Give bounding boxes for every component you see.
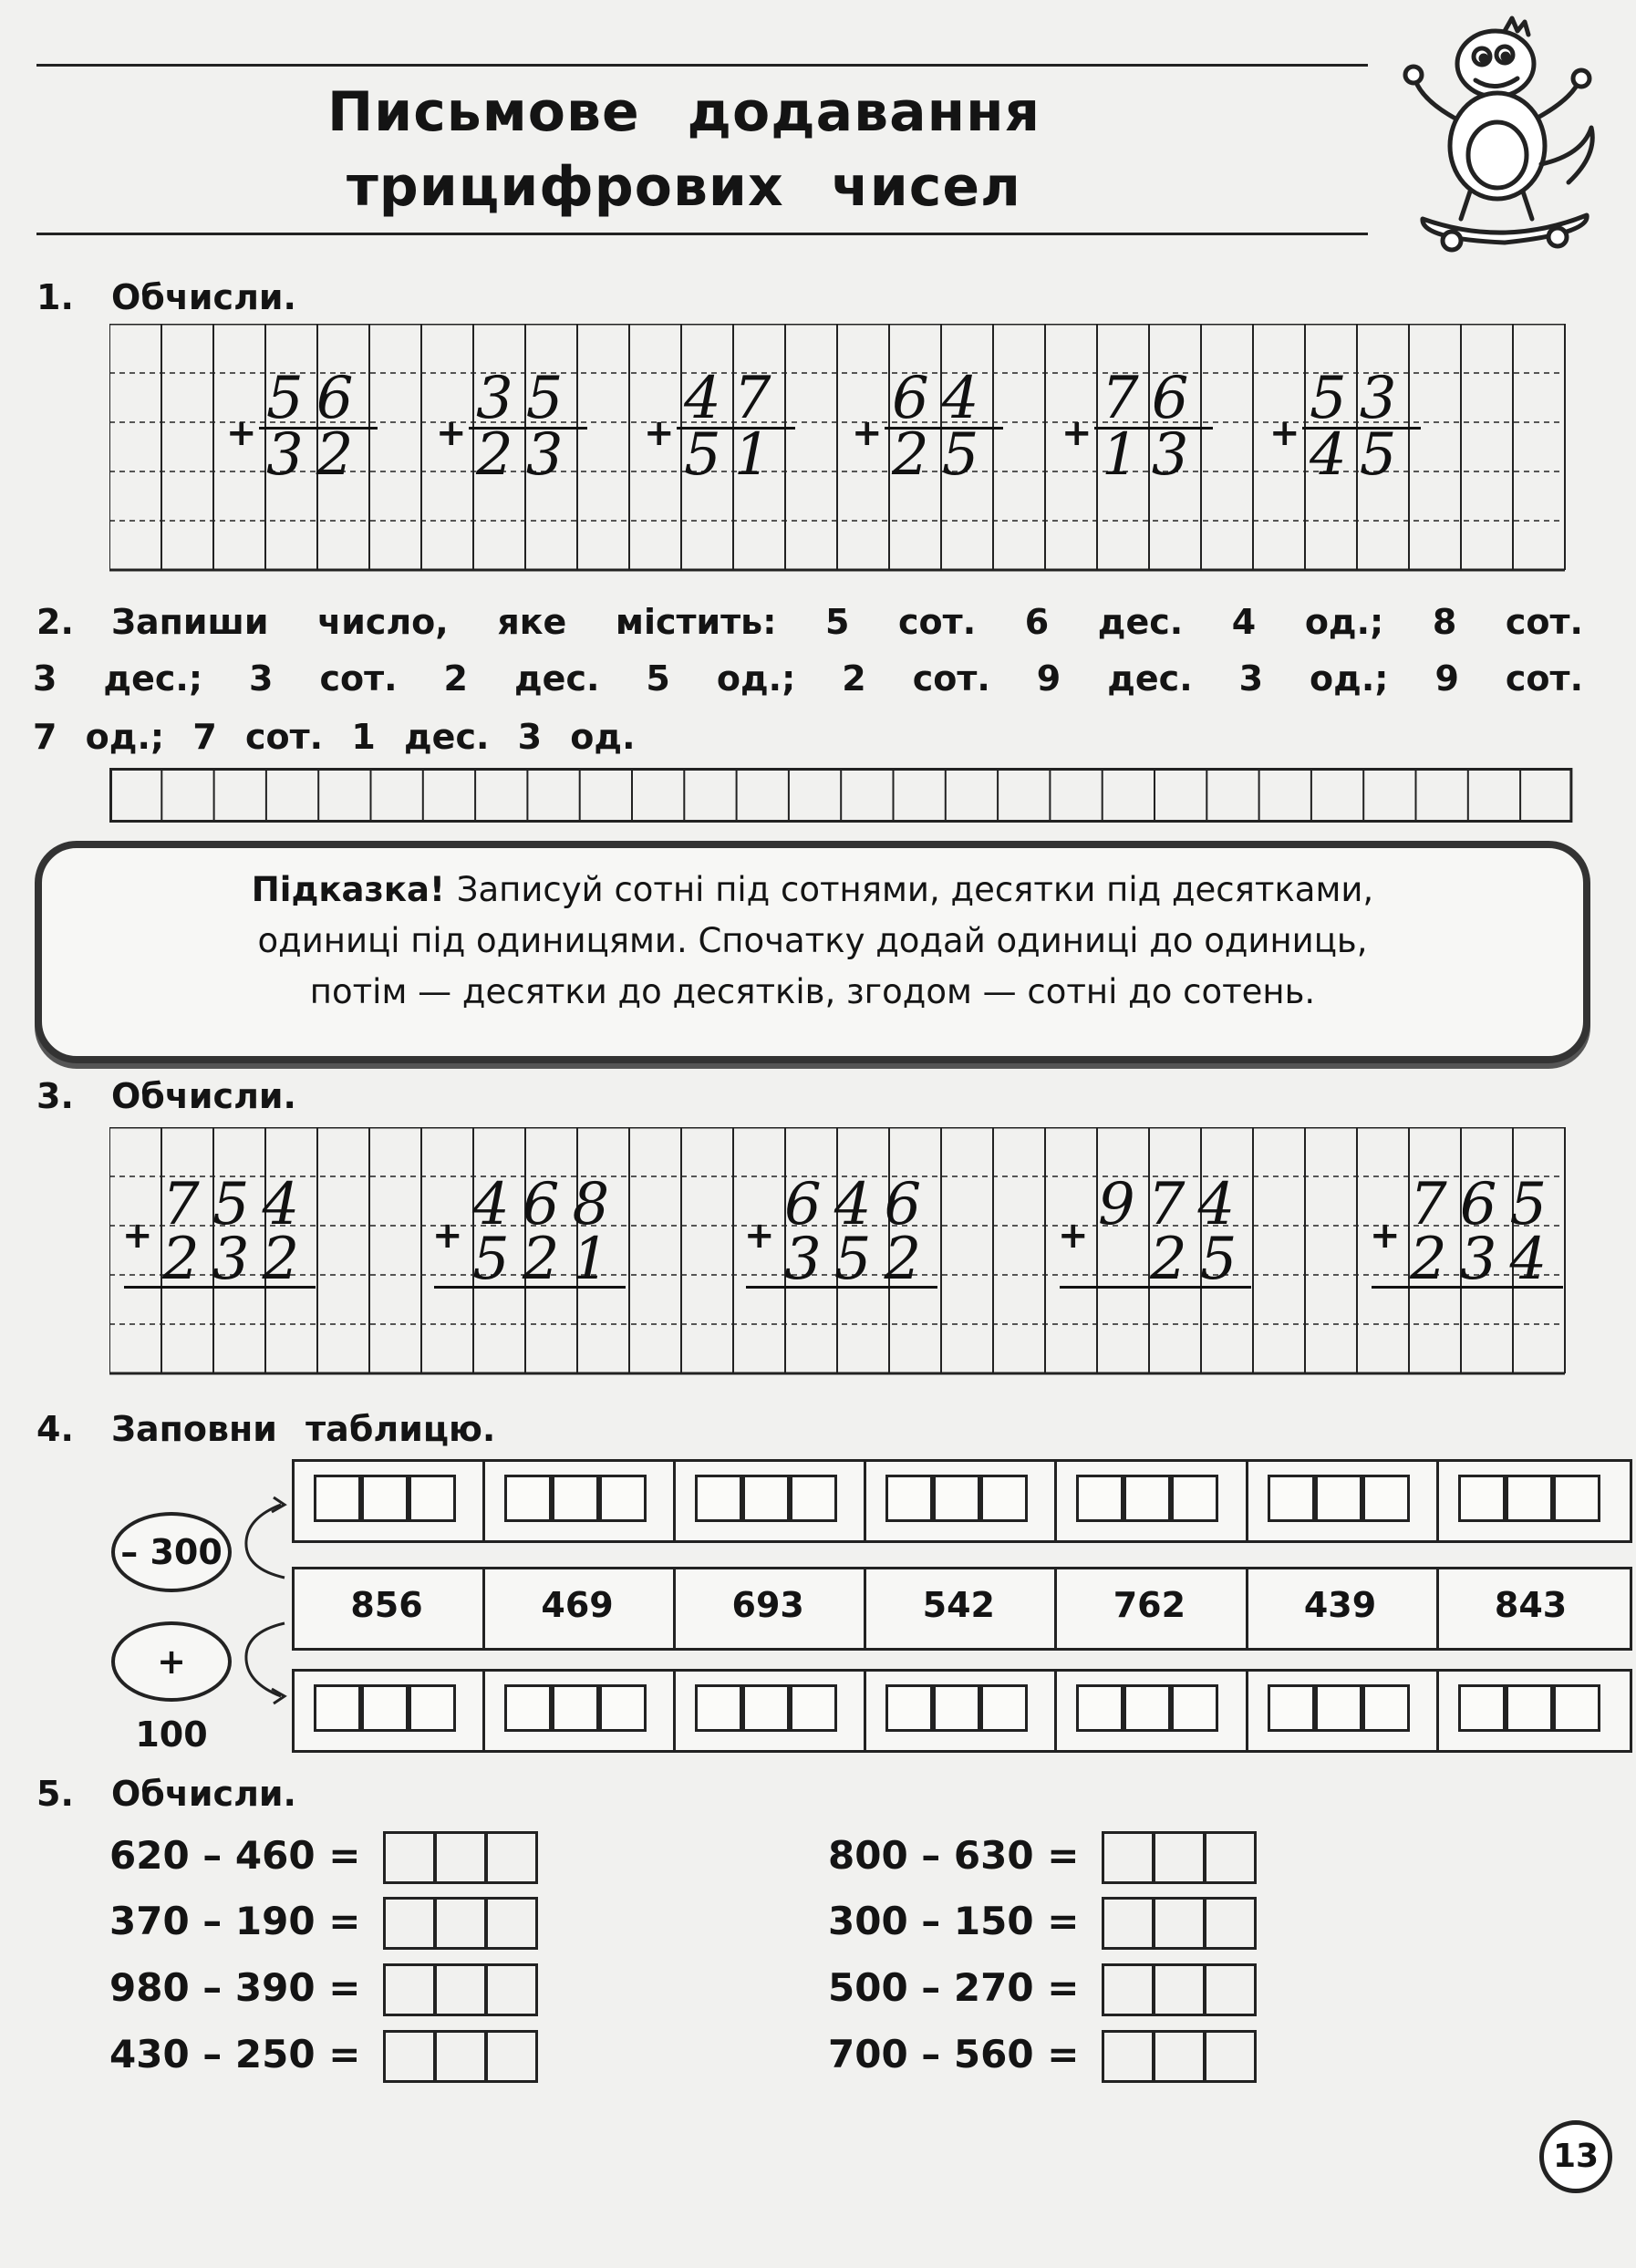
answer-digit-cell[interactable] (1153, 1831, 1206, 1884)
expression-left: 370 – 190 = (109, 1899, 361, 1943)
plus-sign: + (744, 1215, 775, 1257)
table-value: 856 (350, 1585, 423, 1625)
answer-cell-minus[interactable] (1506, 1475, 1553, 1522)
answer-digit-cell[interactable] (1102, 1897, 1155, 1950)
answer-cell-plus[interactable] (504, 1684, 552, 1732)
table-divider (482, 1669, 485, 1753)
header-rule-top (36, 64, 1368, 67)
sum-underline (259, 427, 378, 430)
sum-underline (1094, 427, 1213, 430)
answer-cell-plus[interactable] (933, 1684, 980, 1732)
addend-bottom: 25 (1150, 1226, 1250, 1293)
answer-cell-plus[interactable] (599, 1684, 647, 1732)
sum-underline (1060, 1286, 1251, 1289)
answer-cell-minus[interactable] (933, 1475, 980, 1522)
answer-cell-plus[interactable] (1123, 1684, 1171, 1732)
answer-box[interactable] (1102, 1831, 1257, 1884)
answer-cell-plus[interactable] (361, 1684, 409, 1732)
task3-number: 3. (36, 1076, 74, 1116)
answer-digit-cell[interactable] (485, 2030, 538, 2083)
answer-digit-cell[interactable] (485, 1963, 538, 2016)
hint-label: Підказка! (251, 870, 445, 909)
addend-bottom: 45 (1310, 421, 1410, 489)
answer-cell-plus[interactable] (790, 1684, 837, 1732)
answer-cell-minus[interactable] (1458, 1475, 1506, 1522)
table-divider (1436, 1459, 1439, 1543)
sum-underline (885, 427, 1003, 430)
addend-bottom: 13 (1102, 421, 1202, 489)
answer-cell-minus[interactable] (790, 1475, 837, 1522)
answer-cell-minus[interactable] (1268, 1475, 1315, 1522)
addend-top: 765 (1410, 1171, 1560, 1238)
plus-sign: + (644, 412, 675, 454)
page-title-line1: Письмове додавання (326, 80, 1041, 144)
addend-top: 974 (1098, 1171, 1248, 1238)
answer-cell-minus[interactable] (504, 1475, 552, 1522)
table-divider (1246, 1669, 1248, 1753)
addend-top: 646 (784, 1171, 935, 1238)
addend-bottom: 521 (472, 1226, 623, 1293)
plus-sign: + (436, 412, 467, 454)
table-value: 542 (922, 1585, 995, 1625)
table-divider (482, 1459, 485, 1543)
answer-box[interactable] (383, 1897, 538, 1950)
expression-right: 800 – 630 = (828, 1833, 1080, 1878)
table-divider (864, 1459, 866, 1543)
table-divider (864, 1567, 866, 1651)
addend-bottom: 25 (892, 421, 992, 489)
table-divider (1436, 1669, 1439, 1753)
answer-cell-minus[interactable] (742, 1475, 790, 1522)
hint-text-1: Записуй сотні під сотнями, десятки під десятками, (456, 870, 1374, 909)
addend-bottom: 23 (476, 421, 576, 489)
header-rule-bottom (36, 233, 1368, 235)
answer-digit-cell[interactable] (485, 1897, 538, 1950)
answer-digit-cell[interactable] (485, 1831, 538, 1884)
answer-cell-minus[interactable] (1076, 1475, 1123, 1522)
expression-left: 430 – 250 = (109, 2032, 361, 2076)
table-value: 439 (1303, 1585, 1377, 1625)
sum-underline (746, 1286, 937, 1289)
addend-top: 56 (266, 365, 367, 432)
answer-cell-minus[interactable] (1553, 1475, 1600, 1522)
plus-sign: + (1269, 412, 1300, 454)
answer-digit-cell[interactable] (1153, 1897, 1206, 1950)
answer-digit-cell[interactable] (1153, 1963, 1206, 2016)
table-divider (1054, 1567, 1057, 1651)
answer-box[interactable] (1102, 2030, 1257, 2083)
answer-cell-minus[interactable] (1362, 1475, 1410, 1522)
task4-number: 4. (36, 1409, 74, 1449)
answer-digit-cell[interactable] (383, 1963, 436, 2016)
expression-right: 700 – 560 = (828, 2032, 1080, 2076)
answer-cell-plus[interactable] (409, 1684, 456, 1732)
task5-instruction: Обчисли. (111, 1774, 296, 1814)
answer-box[interactable] (383, 1963, 538, 2016)
sum-underline (677, 427, 795, 430)
table-divider (673, 1669, 676, 1753)
table-value: 843 (1494, 1585, 1568, 1625)
answer-cell-plus[interactable] (552, 1684, 599, 1732)
answer-digit-cell[interactable] (434, 1963, 487, 2016)
sum-underline (124, 1286, 316, 1289)
answer-box[interactable] (1102, 1897, 1257, 1950)
addend-top: 47 (684, 365, 784, 432)
plus-sign: + (432, 1215, 463, 1257)
task2-line1: Запиши число, яке містить: 5 сот. 6 дес. 4 од.; 8 сот. (111, 602, 1583, 642)
answer-digit-cell[interactable] (383, 2030, 436, 2083)
answer-digit-cell[interactable] (383, 1831, 436, 1884)
task2-answer-strip[interactable] (109, 768, 1573, 824)
answer-digit-cell[interactable] (434, 2030, 487, 2083)
task2-line3: 7 од.; 7 сот. 1 дес. 3 од. (33, 717, 636, 757)
sum-underline (434, 1286, 626, 1289)
expression-right: 500 – 270 = (828, 1965, 1080, 2010)
plus-sign: + (1061, 412, 1092, 454)
answer-digit-cell[interactable] (1204, 2030, 1257, 2083)
operation-plus-100: + 100 (111, 1621, 232, 1702)
table-divider (673, 1567, 676, 1651)
answer-cell-plus[interactable] (1553, 1684, 1600, 1732)
answer-cell-plus[interactable] (885, 1684, 933, 1732)
table-divider (1054, 1669, 1057, 1753)
addend-bottom: 234 (1410, 1226, 1560, 1293)
addend-top: 53 (1310, 365, 1410, 432)
operation-minus-300: – 300 (111, 1512, 232, 1592)
answer-digit-cell[interactable] (1102, 2030, 1155, 2083)
task4-instruction: Заповни таблицю. (111, 1409, 496, 1449)
table-divider (1436, 1567, 1439, 1651)
plus-sign: + (1370, 1215, 1401, 1257)
answer-cell-minus[interactable] (1315, 1475, 1362, 1522)
answer-cell-minus[interactable] (552, 1475, 599, 1522)
answer-digit-cell[interactable] (383, 1897, 436, 1950)
task2-line2: 3 дес.; 3 сот. 2 дес. 5 од.; 2 сот. 9 дес. 3 од.; 9 сот. (33, 658, 1583, 699)
answer-cell-minus[interactable] (1123, 1475, 1171, 1522)
answer-cell-minus[interactable] (599, 1475, 647, 1522)
answer-digit-cell[interactable] (1204, 1897, 1257, 1950)
task1-number: 1. (36, 277, 74, 317)
expression-right: 300 – 150 = (828, 1899, 1080, 1943)
answer-cell-plus[interactable] (980, 1684, 1028, 1732)
answer-box[interactable] (383, 2030, 538, 2083)
table-value: 693 (731, 1585, 804, 1625)
answer-cell-plus[interactable] (695, 1684, 742, 1732)
answer-box[interactable] (383, 1831, 538, 1884)
answer-cell-minus[interactable] (409, 1475, 456, 1522)
answer-digit-cell[interactable] (1102, 1831, 1155, 1884)
answer-cell-plus[interactable] (1315, 1684, 1362, 1732)
answer-cell-plus[interactable] (1458, 1684, 1506, 1732)
expression-left: 620 – 460 = (109, 1833, 361, 1878)
table-divider (1054, 1459, 1057, 1543)
answer-cell-plus[interactable] (1268, 1684, 1315, 1732)
task1-instruction: Обчисли. (111, 277, 296, 317)
addend-bottom: 232 (162, 1226, 313, 1293)
task3-instruction: Обчисли. (111, 1076, 296, 1116)
answer-digit-cell[interactable] (434, 1897, 487, 1950)
addend-top: 468 (472, 1171, 623, 1238)
answer-cell-minus[interactable] (695, 1475, 742, 1522)
addend-top: 754 (162, 1171, 313, 1238)
answer-cell-minus[interactable] (885, 1475, 933, 1522)
addend-bottom: 51 (684, 421, 784, 489)
answer-cell-minus[interactable] (314, 1475, 361, 1522)
answer-cell-minus[interactable] (361, 1475, 409, 1522)
sum-underline (1302, 427, 1421, 430)
answer-digit-cell[interactable] (434, 1831, 487, 1884)
page-number-badge: 13 (1539, 2120, 1612, 2193)
addend-bottom: 352 (784, 1226, 935, 1293)
answer-cell-plus[interactable] (314, 1684, 361, 1732)
table-divider (864, 1669, 866, 1753)
addend-top: 64 (892, 365, 992, 432)
page-title-line2: трицифрових чисел (346, 155, 1022, 219)
expression-left: 980 – 390 = (109, 1965, 361, 2010)
addend-top: 35 (476, 365, 576, 432)
answer-cell-minus[interactable] (980, 1475, 1028, 1522)
answer-cell-plus[interactable] (742, 1684, 790, 1732)
answer-cell-plus[interactable] (1076, 1684, 1123, 1732)
table-divider (1246, 1567, 1248, 1651)
answer-box[interactable] (1102, 1963, 1257, 2016)
answer-cell-minus[interactable] (1171, 1475, 1218, 1522)
plus-sign: + (1058, 1215, 1089, 1257)
plus-sign: + (226, 412, 257, 454)
answer-digit-cell[interactable] (1204, 1963, 1257, 2016)
sum-underline (1372, 1286, 1563, 1289)
hint-text-3: потім — десятки до десятків, згодом — сотні до сотень. (309, 972, 1316, 1011)
answer-cell-plus[interactable] (1362, 1684, 1410, 1732)
task2-number: 2. (36, 602, 74, 642)
table-divider (482, 1567, 485, 1651)
addend-top: 76 (1102, 365, 1202, 432)
table-value: 469 (541, 1585, 614, 1625)
table-divider (1246, 1459, 1248, 1543)
answer-cell-plus[interactable] (1171, 1684, 1218, 1732)
answer-cell-plus[interactable] (1506, 1684, 1553, 1732)
sum-underline (469, 427, 587, 430)
task4-arrows (228, 1486, 301, 1733)
table-divider (673, 1459, 676, 1543)
answer-digit-cell[interactable] (1204, 1831, 1257, 1884)
answer-digit-cell[interactable] (1153, 2030, 1206, 2083)
answer-digit-cell[interactable] (1102, 1963, 1155, 2016)
dinosaur-mascot-icon (1395, 9, 1614, 255)
task5-number: 5. (36, 1774, 74, 1814)
plus-sign: + (852, 412, 883, 454)
hint-text-2: одиниці під одиницями. Спочатку додай одиниці до одиниць, (257, 921, 1368, 960)
hint-box (35, 841, 1590, 1063)
plus-sign: + (122, 1215, 153, 1257)
table-value: 762 (1113, 1585, 1186, 1625)
addend-bottom: 32 (266, 421, 367, 489)
